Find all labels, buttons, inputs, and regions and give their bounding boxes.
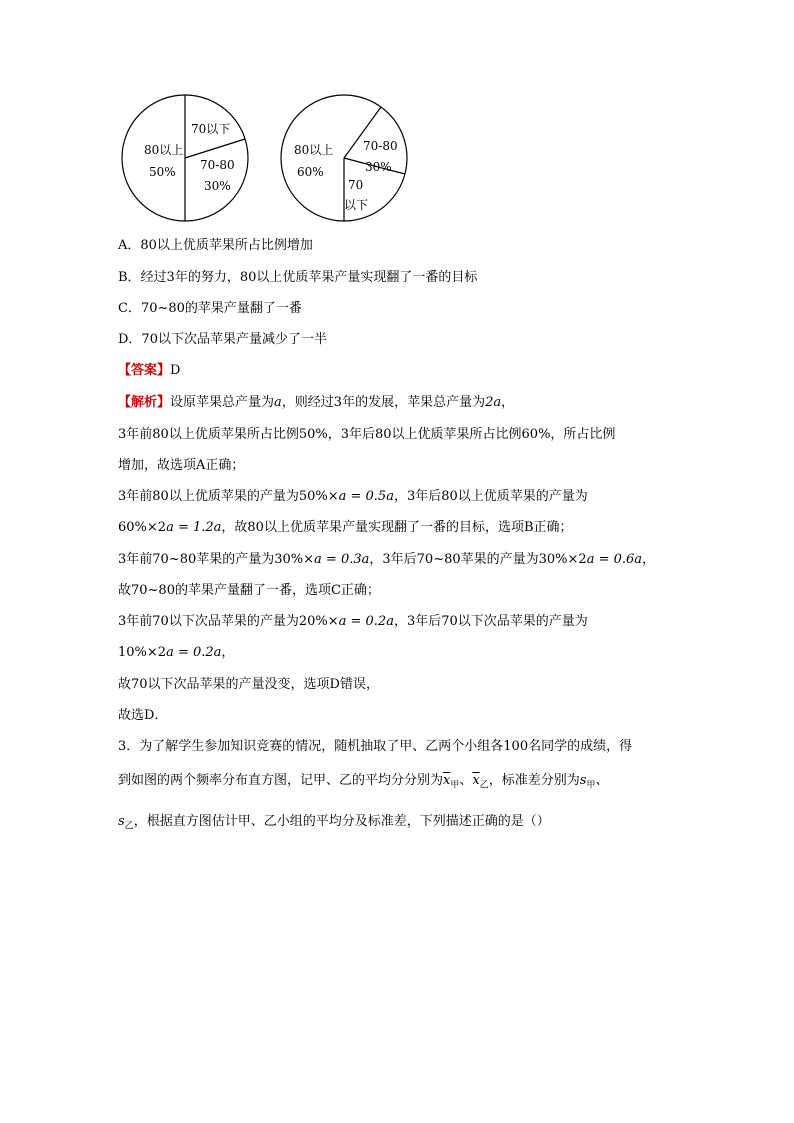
question3-l3b: ，根据直方图估计甲、乙小组的平均分及标准差，下列描述正确的是（）	[133, 814, 550, 829]
analysis-line-1	[118, 393, 514, 413]
question3-l2d: 、	[595, 773, 609, 788]
math-eq-02a-b: a = 0.2a	[166, 645, 222, 660]
math-eq-02a: a = 0.2a	[338, 614, 394, 629]
analysis-l8b: ，3年后70以下次品苹果的产量为	[393, 614, 588, 629]
pie-left-divider-right	[185, 139, 245, 158]
analysis-line-9	[118, 643, 234, 663]
pie-left-label-7080: 70-80	[200, 158, 235, 172]
analysis-l6b: ，3年后70~80苹果的产量为30%×2	[369, 552, 587, 567]
pie-right-label-below: 以下	[344, 198, 369, 212]
analysis-l4a: 3年前80以上优质苹果的产量为50%×	[118, 489, 339, 504]
math-a: a	[274, 395, 282, 410]
analysis-line-8	[118, 612, 588, 632]
xbar-yi-sub: 乙	[479, 780, 489, 791]
analysis-l4b: ，3年后80以上优质苹果的产量为	[393, 489, 588, 504]
analysis-l6c: ，	[642, 552, 656, 567]
pie-charts	[118, 88, 418, 228]
pie-right-value-7080: 30%	[365, 160, 392, 174]
analysis-line-10: 故70以下次品苹果的产量没变，选项D错误，	[118, 677, 379, 692]
answer-value: D	[170, 363, 181, 378]
s-yi: s	[118, 814, 125, 829]
s-yi-sub: 乙	[124, 821, 134, 832]
analysis-l1c: ，	[501, 395, 515, 410]
analysis-line-11: 故选D．	[118, 708, 168, 723]
question3-line-3	[118, 812, 550, 832]
pie-left-value-7080: 30%	[204, 179, 231, 193]
analysis-line-4	[118, 487, 588, 507]
option-b: B．经过3年的努力，80以上优质苹果产量实现翻了一番的目标	[118, 270, 478, 285]
analysis-tag: 【解析】	[118, 395, 171, 410]
answer-tag: 【答案】	[118, 363, 171, 378]
xbar-yi: $\overline{x}$	[472, 773, 480, 788]
analysis-l1b: ，则经过3年的发展，苹果总产量为	[281, 395, 486, 410]
analysis-line-7: 故70~80的苹果产量翻了一番，选项C正确；	[118, 583, 380, 598]
xbar-jia: $\overline{x}$	[443, 773, 451, 788]
analysis-l5a: 60%×2	[118, 520, 167, 535]
xbar-jia-sub: 甲	[450, 780, 460, 791]
pie-left-value-80up: 50%	[149, 165, 176, 179]
s-jia-sub: 甲	[586, 780, 596, 791]
analysis-l9a: 10%×2	[118, 645, 167, 660]
pie-left-label-70below: 70以下	[191, 122, 231, 136]
question3-l2c: ，标准差分别为	[488, 773, 580, 788]
question3-l2a: 到如图的两个频率分布直方图，记甲、乙的平均分分别为	[118, 773, 444, 788]
analysis-line-5	[118, 518, 573, 538]
pie-right-value-80up: 60%	[297, 165, 324, 179]
analysis-l8a: 3年前70以下次品苹果的产量为20%×	[118, 614, 339, 629]
analysis-line-2: 3年前80以上优质苹果所占比例50%，3年后80以上优质苹果所占比例60%，所占比例	[118, 427, 616, 442]
s-jia: s	[579, 773, 587, 788]
option-c: C．70~80的苹果产量翻了一番	[118, 301, 302, 316]
pie-left	[122, 95, 248, 221]
math-eq-06a: a = 0.6a	[586, 552, 643, 567]
pie-left-label-80up: 80以上	[144, 143, 184, 157]
answer-line	[118, 361, 180, 381]
math-eq-12a: a = 1.2a	[166, 520, 222, 535]
pie-right-label-70: 70	[348, 178, 364, 192]
analysis-l1a: 设原苹果总产量为	[170, 395, 275, 410]
pie-right-label-80up: 80以上	[294, 143, 334, 157]
math-2a: 2a	[485, 395, 502, 410]
question3-l2b: 、	[459, 773, 473, 788]
pie-right-label-7080: 70-80	[363, 139, 398, 153]
analysis-l5b: ，故80以上优质苹果产量实现翻了一番的目标，选项B正确；	[221, 520, 573, 535]
math-eq-03a: a = 0.3a	[314, 552, 370, 567]
analysis-line-3: 增加，故选项A正确；	[118, 458, 245, 473]
pie-right	[281, 95, 407, 221]
question3-line-2	[118, 771, 608, 791]
analysis-line-6	[118, 550, 655, 570]
analysis-l6a: 3年前70~80苹果的产量为30%×	[118, 552, 315, 567]
analysis-l9b: ，	[221, 645, 235, 660]
option-a: A．80以上优质苹果所占比例增加	[118, 238, 313, 253]
question3-line-1: 3．为了解学生参加知识竞赛的情况，随机抽取了甲、乙两个小组各100名同学的成绩，得	[118, 739, 633, 754]
math-eq-05a: a = 0.5a	[338, 489, 394, 504]
option-d: D．70以下次品苹果产量减少了一半	[118, 332, 327, 347]
